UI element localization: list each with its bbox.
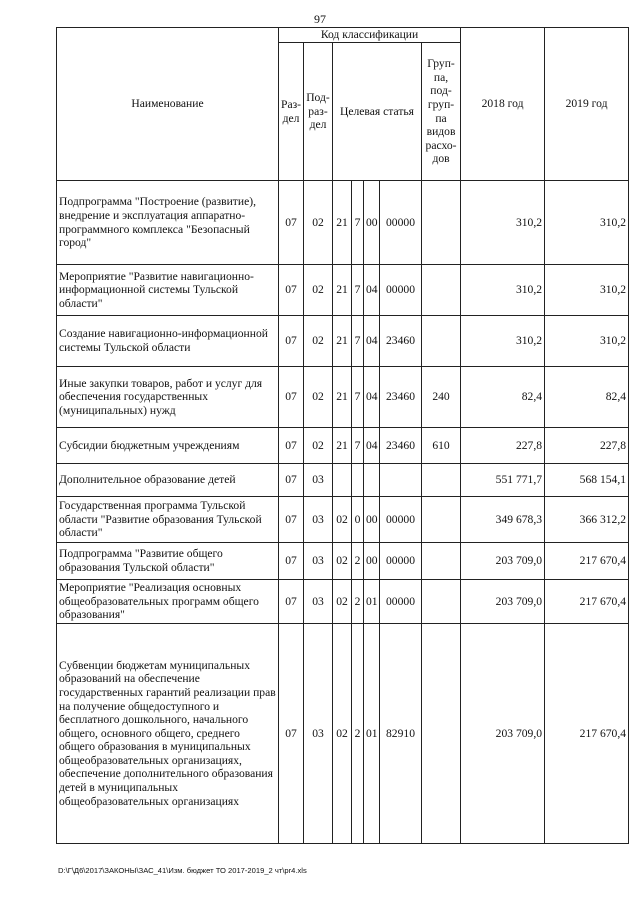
row-amount-2018: 310,2: [461, 316, 545, 367]
row-name: Создание навигационно-информационной системы Тульской области: [57, 316, 279, 367]
header-year-2018: 2018 год: [461, 28, 545, 181]
row-target-program: 21: [333, 265, 352, 316]
row-target-subprogram: 7: [352, 265, 364, 316]
budget-table: [56, 27, 629, 844]
row-target-direction: 23460: [380, 316, 422, 367]
row-target-event: 04: [364, 428, 380, 464]
row-amount-2018: 349 678,3: [461, 497, 545, 543]
table-row: [57, 316, 629, 367]
row-expense-group: [422, 497, 461, 543]
row-section: 07: [279, 428, 304, 464]
table-row: [57, 580, 629, 624]
row-amount-2019: 217 670,4: [545, 543, 629, 580]
row-target-event: [364, 464, 380, 497]
header-name: Наименование: [57, 28, 279, 181]
row-amount-2018: 551 771,7: [461, 464, 545, 497]
row-amount-2019: 310,2: [545, 316, 629, 367]
row-target-direction: 82910: [380, 624, 422, 844]
table-row: [57, 464, 629, 497]
row-target-subprogram: 7: [352, 181, 364, 265]
row-target-direction: 00000: [380, 580, 422, 624]
row-target-program: 21: [333, 316, 352, 367]
row-target-direction: 00000: [380, 497, 422, 543]
row-target-program: 02: [333, 580, 352, 624]
row-subsection: 02: [304, 428, 333, 464]
row-subsection: 03: [304, 497, 333, 543]
row-subsection: 02: [304, 367, 333, 428]
row-section: 07: [279, 580, 304, 624]
row-name: Государственная программа Тульской области "Развитие образования Тульской области": [57, 497, 279, 543]
row-amount-2019: 310,2: [545, 265, 629, 316]
row-name: Подпрограмма "Развитие общего образования Тульской области": [57, 543, 279, 580]
row-section: 07: [279, 543, 304, 580]
row-subsection: 03: [304, 580, 333, 624]
table-body: [57, 181, 629, 844]
row-name: Иные закупки товаров, работ и услуг для обеспечения государственных (муниципальных) нужд: [57, 367, 279, 428]
row-target-subprogram: [352, 464, 364, 497]
row-target-program: [333, 464, 352, 497]
table-row: [57, 428, 629, 464]
row-subsection: 03: [304, 624, 333, 844]
row-subsection: 02: [304, 181, 333, 265]
row-target-subprogram: 7: [352, 367, 364, 428]
row-amount-2018: 227,8: [461, 428, 545, 464]
row-amount-2018: 203 709,0: [461, 543, 545, 580]
row-name: Субвенции бюджетам муниципальных образований на обеспечение государственных гарантий реализации прав на получение общедоступного и бесплатного дошкольного, начального общего, основного общего, среднего общего образования в муниципальных общеобразовательных организациях, обеспечение дополнительного образования детей в муниципальных общеобразовательных организациях: [57, 624, 279, 844]
row-target-event: 01: [364, 624, 380, 844]
row-name: Подпрограмма "Построение (развитие), внедрение и эксплуатация аппаратно-программного комплекса "Безопасный город": [57, 181, 279, 265]
header-section: Раз- дел: [279, 43, 304, 181]
row-expense-group: [422, 624, 461, 844]
row-amount-2019: 227,8: [545, 428, 629, 464]
row-amount-2018: 203 709,0: [461, 580, 545, 624]
row-target-direction: 00000: [380, 543, 422, 580]
row-target-direction: 23460: [380, 428, 422, 464]
header-code: Код классификации: [279, 28, 461, 43]
row-target-program: 02: [333, 497, 352, 543]
row-target-program: 02: [333, 543, 352, 580]
table-row: [57, 367, 629, 428]
row-target-subprogram: 2: [352, 624, 364, 844]
row-target-direction: 23460: [380, 367, 422, 428]
row-target-direction: [380, 464, 422, 497]
row-target-program: 21: [333, 367, 352, 428]
row-expense-group: 240: [422, 367, 461, 428]
row-amount-2019: 82,4: [545, 367, 629, 428]
row-target-event: 04: [364, 265, 380, 316]
row-target-program: 21: [333, 428, 352, 464]
table-row: [57, 624, 629, 844]
row-target-subprogram: 7: [352, 316, 364, 367]
row-amount-2018: 203 709,0: [461, 624, 545, 844]
row-expense-group: [422, 580, 461, 624]
row-target-subprogram: 7: [352, 428, 364, 464]
row-target-event: 04: [364, 367, 380, 428]
row-expense-group: [422, 316, 461, 367]
row-amount-2019: 310,2: [545, 181, 629, 265]
row-subsection: 03: [304, 464, 333, 497]
row-target-program: 02: [333, 624, 352, 844]
table-row: [57, 181, 629, 265]
row-section: 07: [279, 497, 304, 543]
row-amount-2018: 82,4: [461, 367, 545, 428]
table-row: [57, 497, 629, 543]
row-target-subprogram: 0: [352, 497, 364, 543]
row-expense-group: [422, 265, 461, 316]
row-amount-2019: 568 154,1: [545, 464, 629, 497]
row-target-event: 00: [364, 543, 380, 580]
header-year-2019: 2019 год: [545, 28, 629, 181]
row-section: 07: [279, 624, 304, 844]
row-amount-2019: 217 670,4: [545, 624, 629, 844]
row-target-subprogram: 2: [352, 580, 364, 624]
row-name: Субсидии бюджетным учреждениям: [57, 428, 279, 464]
page-number: 97: [314, 12, 326, 26]
row-subsection: 03: [304, 543, 333, 580]
row-section: 07: [279, 367, 304, 428]
row-target-direction: 00000: [380, 181, 422, 265]
row-amount-2018: 310,2: [461, 181, 545, 265]
row-amount-2019: 217 670,4: [545, 580, 629, 624]
header-target: Целевая статья: [333, 43, 422, 181]
row-target-event: 00: [364, 497, 380, 543]
row-amount-2018: 310,2: [461, 265, 545, 316]
row-section: 07: [279, 316, 304, 367]
row-section: 07: [279, 265, 304, 316]
row-target-direction: 00000: [380, 265, 422, 316]
table-row: [57, 543, 629, 580]
row-name: Мероприятие "Реализация основных общеобразовательных программ общего образования": [57, 580, 279, 624]
row-target-subprogram: 2: [352, 543, 364, 580]
row-expense-group: 610: [422, 428, 461, 464]
row-subsection: 02: [304, 265, 333, 316]
row-target-event: 01: [364, 580, 380, 624]
file-path-footer: D:\Г\Д6\2017\ЗАКОНЫ\ЗАС_41\Изм. бюджет ТО 2017-2019_2 чт\pr4.xls: [58, 866, 307, 875]
row-expense-group: [422, 464, 461, 497]
row-expense-group: [422, 543, 461, 580]
row-name: Мероприятие "Развитие навигационно-информационной системы Тульской области": [57, 265, 279, 316]
header-group: Груп- па, под- груп- па видов расхо- дов: [422, 43, 461, 181]
header-subsection: Под- раз- дел: [304, 43, 333, 181]
row-amount-2019: 366 312,2: [545, 497, 629, 543]
row-expense-group: [422, 181, 461, 265]
row-name: Дополнительное образование детей: [57, 464, 279, 497]
table-row: [57, 265, 629, 316]
row-subsection: 02: [304, 316, 333, 367]
row-section: 07: [279, 181, 304, 265]
row-target-program: 21: [333, 181, 352, 265]
row-section: 07: [279, 464, 304, 497]
row-target-event: 04: [364, 316, 380, 367]
row-target-event: 00: [364, 181, 380, 265]
